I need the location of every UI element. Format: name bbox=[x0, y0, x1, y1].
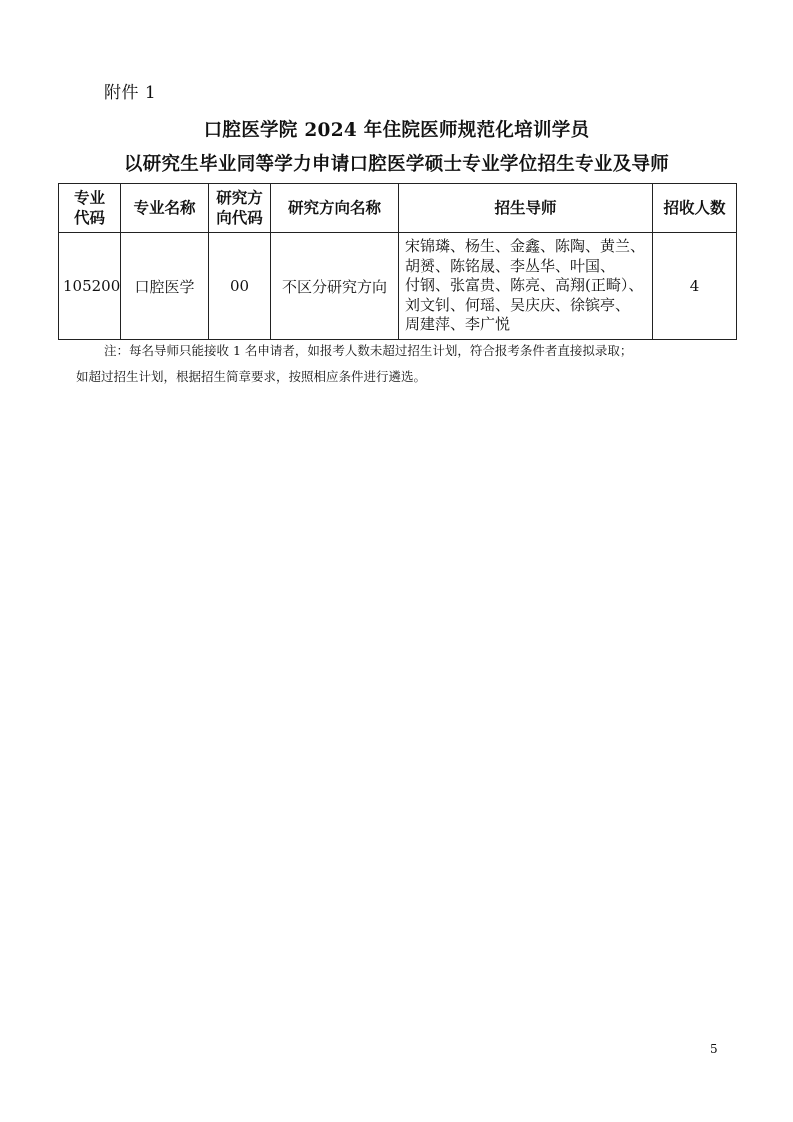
cell-major-name: 口腔医学 bbox=[121, 233, 209, 340]
header-quota-text: 招收人数 bbox=[663, 198, 726, 217]
header-major-code bbox=[59, 184, 121, 233]
header-direction-name bbox=[271, 184, 399, 233]
header-direction-code-line2: 向代码 bbox=[216, 208, 263, 227]
advisors-line: 宋锦璘、杨生、金鑫、陈陶、黄兰、 bbox=[405, 237, 646, 256]
header-major-code-line1: 专业 bbox=[73, 188, 105, 207]
note-line2: 如超过招生计划，根据招生简章要求，按照相应条件进行遴选。 bbox=[76, 369, 427, 384]
advisors-line: 周建萍、李广悦 bbox=[405, 315, 511, 334]
cell-quota: 4 bbox=[653, 233, 737, 340]
table-header-row bbox=[59, 184, 737, 233]
header-advisors-text: 招生导师 bbox=[494, 198, 557, 217]
header-major-name bbox=[121, 184, 209, 233]
header-major-code-line2: 代码 bbox=[73, 208, 105, 227]
header-major-name-text: 专业名称 bbox=[133, 198, 196, 217]
table-row bbox=[59, 233, 737, 340]
cell-direction-name: 不区分研究方向 bbox=[271, 233, 399, 340]
header-direction-code-line1: 研究方 bbox=[216, 188, 263, 207]
header-quota bbox=[653, 184, 737, 233]
cell-advisors bbox=[399, 233, 653, 340]
header-direction-code bbox=[209, 184, 271, 233]
advisors-line: 胡赟、陈铭晟、李丛华、叶国、 bbox=[405, 256, 616, 275]
advisors-line: 刘文钊、何瑶、吴庆庆、徐镔亭、 bbox=[405, 295, 631, 314]
note-line1: 注：每名导师只能接收 1 名申请者，如报考人数未超过招生计划，符合报考条件者直接拟录取； bbox=[104, 343, 633, 358]
document-title-line1: 口腔医学院 2024 年住院医师规范化培训学员 bbox=[203, 120, 590, 141]
header-direction-name-text: 研究方向名称 bbox=[287, 198, 381, 217]
attachment-label: 附件 1 bbox=[104, 83, 157, 103]
cell-major-code: 105200 bbox=[59, 233, 121, 340]
program-table bbox=[58, 183, 737, 340]
cell-direction-code: 00 bbox=[209, 233, 271, 340]
page-number: 5 bbox=[710, 1042, 718, 1056]
document-title-line2: 以研究生毕业同等学力申请口腔医学硕士专业学位招生专业及导师 bbox=[123, 154, 670, 175]
advisors-line: 付钢、张富贵、陈亮、高翔(正畸）、 bbox=[405, 276, 644, 295]
header-advisors bbox=[399, 184, 653, 233]
